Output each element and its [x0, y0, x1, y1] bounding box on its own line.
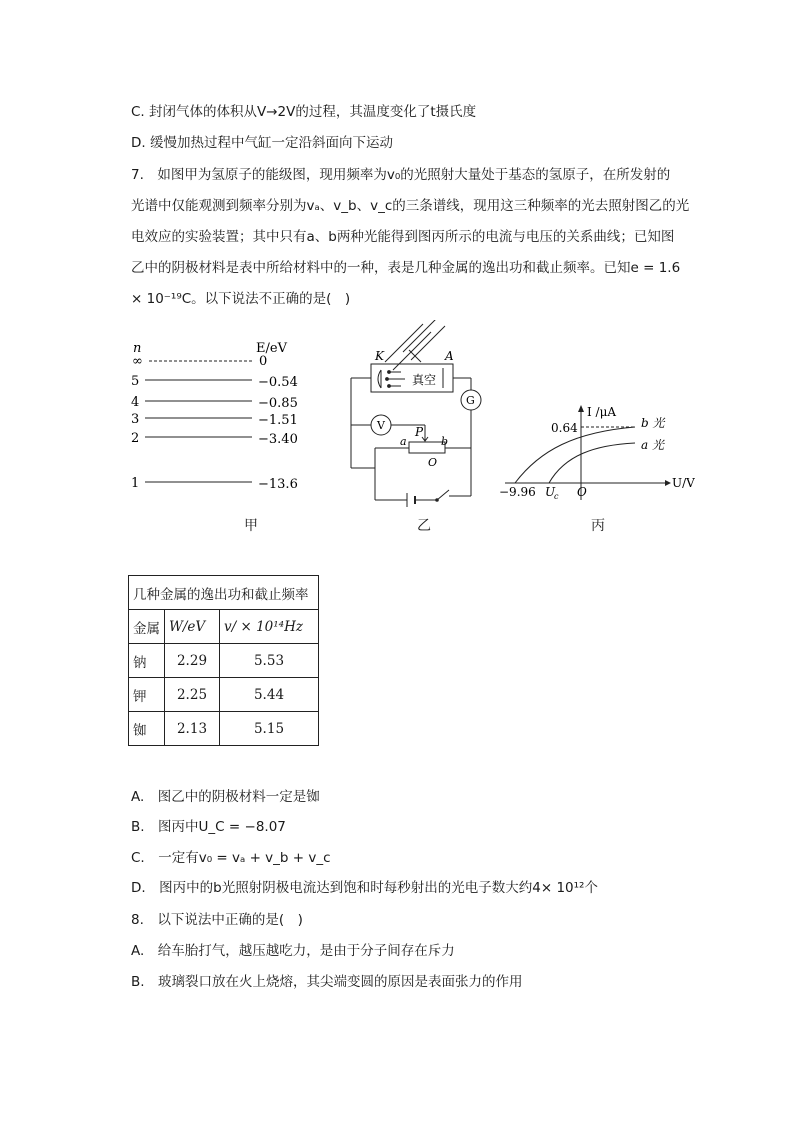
q7-line-4: 乙中的阴极材料是表中所给材料中的一种，表是几种金属的逸出功和截止频率。已知e = 1.6: [131, 260, 681, 276]
q7-line-5: × 10⁻¹⁹C。以下说法不正确的是( ): [131, 291, 351, 307]
table-title-row: [129, 576, 319, 610]
circuit-wires: [351, 378, 471, 500]
u-axis-label: U/V: [672, 476, 695, 490]
table-cell-v: 5.53: [220, 644, 319, 678]
q7-line-3: 电效应的实验装置；其中只有a、b两种光能得到图丙所示的电流与电压的关系曲线；已知图: [131, 229, 675, 245]
table-header-metal: 金属: [129, 610, 165, 644]
uc-sub-label: c: [554, 492, 559, 501]
table-row: [129, 678, 319, 712]
table-header-v: v/ × 10¹⁴Hz: [220, 610, 319, 644]
table-cell-w: 2.25: [165, 678, 220, 712]
switch-arm: [437, 490, 449, 500]
level-n-4: 4: [131, 395, 140, 410]
table-cell-v: 5.44: [220, 678, 319, 712]
q7-option-b: B. 图丙中U_C = −8.07: [131, 819, 286, 835]
figure-energy-levels: [125, 335, 315, 505]
u-axis-arrow: [665, 480, 671, 486]
table-cell-w: 2.29: [165, 644, 220, 678]
table-cell-w: 2.13: [165, 712, 220, 746]
level-e-5: −0.54: [258, 375, 298, 390]
table-cell-metal: 钠: [129, 644, 165, 678]
figure-iu-curves: [495, 400, 705, 505]
label-a-end: a: [400, 435, 407, 448]
curve-a-label: a 光: [641, 438, 664, 452]
level-e-inf: 0: [259, 354, 268, 369]
level-e-3: −1.51: [258, 413, 298, 428]
option-d-prev: D. 缓慢加热过程中气缸一定沿斜面向下运动: [131, 135, 393, 151]
level-n-5: 5: [131, 374, 140, 389]
level-e-4: −0.85: [258, 396, 298, 411]
level-n-3: 3: [131, 412, 140, 427]
q7-option-d: D. 图丙中的b光照射阴极电流达到饱和时每秒射出的光电子数大约4× 10¹²个: [131, 880, 598, 896]
table-header-w: W/eV: [165, 610, 220, 644]
q7-line-2: 光谱中仅能观测到频率分别为vₐ、v_b、v_c的三条谱线，现用这三种频率的光去照射图乙的光: [131, 198, 690, 214]
caption-yi: 乙: [417, 518, 431, 534]
level-n-2: 2: [131, 431, 140, 446]
level-e-2: −3.40: [258, 432, 298, 447]
table-title: 几种金属的逸出功和截止频率: [129, 576, 319, 610]
origin-label: O: [577, 485, 587, 499]
q8-option-b: B. 玻璃裂口放在火上烧熔，其尖端变圆的原因是表面张力的作用: [131, 974, 523, 990]
i-axis-arrow: [578, 405, 584, 412]
label-v: V: [377, 419, 385, 432]
curve-b: [515, 427, 635, 483]
curve-b-label: b 光: [641, 416, 665, 430]
q7-option-c: C. 一定有v₀ = vₐ + v_b + v_c: [131, 850, 331, 866]
caption-jia: 甲: [244, 518, 258, 534]
label-g: G: [466, 394, 475, 407]
table-cell-v: 5.15: [220, 712, 319, 746]
x-neg-label: −9.96: [499, 485, 536, 499]
label-o: O: [428, 456, 438, 469]
q8-stem: 8. 以下说法中正确的是( ): [131, 912, 303, 928]
light-tube: [385, 320, 445, 370]
rheostat: [409, 442, 445, 453]
table-row: [129, 644, 319, 678]
i-axis-label: I /μA: [587, 405, 617, 419]
level-n-inf: ∞: [132, 354, 143, 369]
label-vacuum: 真空: [412, 373, 437, 387]
q8-option-a: A. 给车胎打气，越压越吃力，是由于分子间存在斥力: [131, 943, 455, 959]
n-axis-label: n: [133, 341, 142, 356]
q7-line-1: 7. 如图甲为氢原子的能级图，现用频率为v₀的光照射大量处于基态的氢原子，在所发射的: [131, 167, 671, 183]
table-cell-metal: 铷: [129, 712, 165, 746]
label-b-end: b: [441, 435, 449, 448]
table-row: [129, 712, 319, 746]
level-n-1: 1: [131, 476, 140, 491]
electron-arrows: [386, 371, 405, 388]
label-a: A: [445, 349, 454, 363]
level-e-1: −13.6: [258, 477, 298, 492]
table-header-row: [129, 610, 319, 644]
caption-bing: 丙: [591, 518, 605, 534]
option-c-prev: C. 封闭气体的体积从V→2V的过程，其温度变化了t摄氏度: [131, 104, 477, 120]
uc-label: U: [545, 485, 556, 499]
metal-table: [128, 575, 319, 746]
energy-axis-label: E/eV: [256, 341, 287, 356]
label-p: P: [415, 425, 424, 439]
label-k: K: [375, 349, 384, 363]
figure-apparatus: [345, 320, 495, 510]
y-tick-label: 0.64: [551, 421, 578, 435]
q7-option-a: A. 图乙中的阴极材料一定是铷: [131, 789, 320, 805]
curve-a: [549, 443, 635, 483]
table-cell-metal: 钾: [129, 678, 165, 712]
